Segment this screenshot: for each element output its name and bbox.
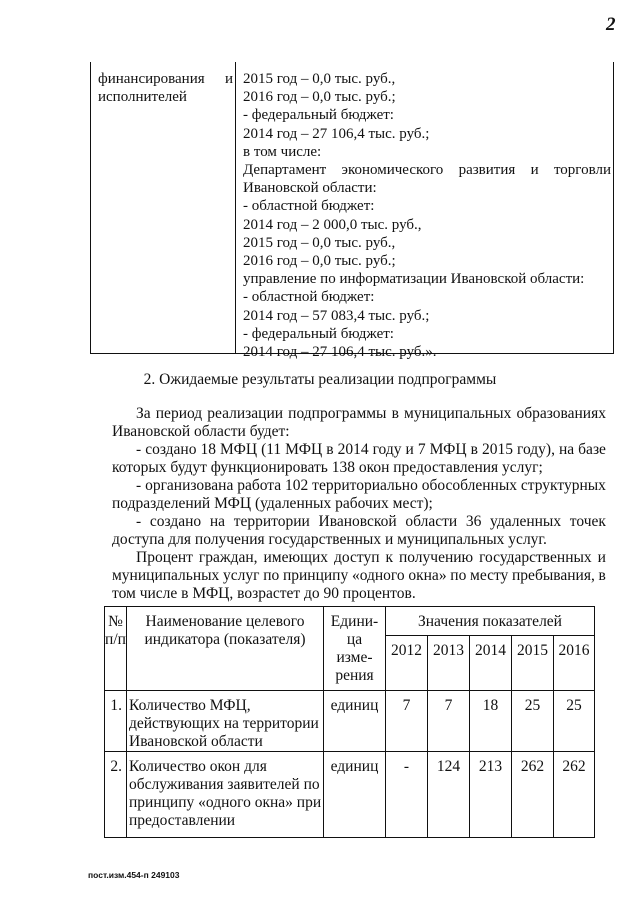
text-line (112, 477, 606, 495)
word: реализации (207, 405, 284, 422)
table-row (105, 691, 595, 752)
word: году (372, 441, 402, 458)
indicator-table (104, 606, 595, 838)
word: доступ (333, 549, 380, 566)
word: 18 (200, 441, 216, 458)
funding-line: 2014 год – 57 083,4 тыс. руб.; (243, 307, 430, 324)
word: МФЦ (285, 441, 323, 458)
word: удаленных (490, 513, 562, 530)
word: - (136, 441, 142, 458)
word: территориально (312, 477, 418, 494)
word: пребывания, (512, 567, 595, 584)
word: МФЦ (220, 441, 258, 458)
row-value: 124 (428, 752, 470, 838)
word: развития (458, 162, 516, 179)
word: период (155, 405, 203, 422)
word: 36 (465, 513, 482, 530)
word: имеющих (263, 549, 329, 566)
footer-code: пост.изм.454-п 249103 (88, 870, 180, 880)
word: на (558, 441, 575, 458)
word: и (597, 549, 606, 566)
row-unit: единиц (324, 691, 386, 752)
funding-line: - федеральный бюджет: (243, 325, 394, 342)
funding-line: Ивановской области: (243, 180, 377, 197)
word: организована (145, 477, 234, 494)
word: - (136, 477, 142, 494)
word: базе (578, 441, 606, 458)
word: муниципальных (404, 405, 512, 422)
label-word: и (224, 71, 233, 87)
label-line: исполнителей (98, 89, 187, 105)
row-number: 2. (105, 752, 127, 838)
word: За (136, 405, 151, 422)
word: - (136, 513, 142, 530)
row-value: 7 (386, 691, 428, 752)
funding-line: - областной бюджет: (243, 198, 375, 215)
header-year: 2013 (428, 636, 470, 691)
row-value: 262 (554, 752, 595, 838)
row-value: 25 (512, 691, 554, 752)
word: МФЦ (429, 441, 467, 458)
text-line: которых будут функционировать 138 окон предоставления услуг; (112, 459, 543, 476)
word: торговли (553, 162, 611, 179)
section-heading: 2. Ожидаемые результаты реализации подпрограммы (143, 371, 497, 388)
funding-line: - областной бюджет: (243, 289, 375, 306)
word: в (326, 441, 334, 458)
word: «одного (351, 567, 405, 584)
paragraph-structures (112, 477, 606, 513)
row-value: 213 (470, 752, 512, 838)
word: 2014 (337, 441, 369, 458)
word: на (209, 513, 226, 530)
text-line (112, 513, 606, 531)
row-name: Количество МФЦ, действующих на территории Ивановской области (127, 691, 324, 752)
word: 7 (417, 441, 426, 458)
word: работа (237, 477, 282, 494)
page-number: 2 (606, 14, 616, 35)
word: по (263, 567, 280, 584)
word: в (391, 405, 399, 422)
label-word: финансирования (98, 71, 205, 87)
word: месту (470, 567, 509, 584)
header-num: № п/п (105, 607, 127, 691)
row-value: 25 (554, 691, 595, 752)
word: принципу (282, 567, 349, 584)
paragraph-percent (112, 549, 606, 603)
funding-line: 2016 год – 0,0 тыс. руб.; (243, 89, 396, 106)
funding-table (90, 62, 614, 361)
text-line: подразделений МФЦ (удаленных рабочих мест); (112, 495, 433, 512)
word: образованиях (516, 405, 606, 422)
header-year: 2014 (470, 636, 512, 691)
header-unit: Едини- ца изме- рения (324, 607, 386, 691)
word: создано (145, 441, 197, 458)
text-line (112, 405, 606, 423)
word: году), (517, 441, 555, 458)
word: подпрограммы (288, 405, 387, 422)
text-line: Ивановской области будет: (112, 423, 290, 440)
table-row (105, 752, 595, 838)
paragraph-access-points (112, 513, 606, 549)
word: структурных (520, 477, 606, 494)
word: услуг (223, 567, 260, 584)
word: в (598, 567, 606, 584)
row-name: Количество окон для обслуживания заявителей по принципу «одного окна» при предоставлении (127, 752, 324, 838)
funding-label-cell (98, 70, 233, 106)
word: получению (398, 549, 474, 566)
word: Департамент (243, 162, 327, 179)
word: (11 (261, 441, 282, 458)
text-line (112, 567, 606, 585)
funding-line-justified (243, 161, 611, 179)
header-year: 2016 (554, 636, 595, 691)
funding-line: - федеральный бюджет: (243, 107, 394, 124)
text-line (112, 441, 606, 459)
row-value: 262 (512, 752, 554, 838)
word: создано (149, 513, 202, 530)
word: экономического (341, 162, 444, 179)
word: территории (233, 513, 310, 530)
funding-line: управление по информатизации Ивановской области: (243, 271, 585, 288)
funding-line: 2015 год – 0,0 тыс. руб., (243, 71, 396, 87)
word: в (470, 441, 478, 458)
word: по (450, 567, 467, 584)
word: граждан, (198, 549, 258, 566)
word: области (405, 513, 458, 530)
word: и (530, 162, 539, 179)
funding-line: 2015 год – 0,0 тыс. руб., (243, 234, 396, 251)
funding-values-cell (243, 70, 611, 361)
word: обособленных (421, 477, 518, 494)
row-number: 1. (105, 691, 127, 752)
word: окна» (408, 567, 447, 584)
paragraph-intro (112, 405, 606, 441)
header-values: Значения показателей (386, 607, 595, 636)
word: к (385, 549, 393, 566)
funding-line: 2016 год – 0,0 тыс. руб.; (243, 253, 396, 270)
paragraph-mfc (112, 441, 606, 477)
word: государственных (479, 549, 592, 566)
word: муниципальных (112, 567, 220, 584)
row-value: 7 (428, 691, 470, 752)
text-line (112, 549, 606, 567)
word: и (405, 441, 414, 458)
word: 102 (285, 477, 309, 494)
header-name: Наименование целевого индикатора (показателя) (127, 607, 324, 691)
row-value: - (386, 752, 428, 838)
table-divider (235, 62, 236, 353)
word: Процент (136, 549, 193, 566)
funding-line: 2014 год – 2 000,0 тыс. руб., (243, 216, 422, 233)
word: точек (569, 513, 606, 530)
funding-line: 2014 год – 27 106,4 тыс. руб.; (243, 125, 430, 142)
word: Ивановской (318, 513, 397, 530)
text-line: том числе в МФЦ, возрастет до 90 процентов. (112, 585, 416, 602)
header-year: 2015 (512, 636, 554, 691)
text-line: доступа для получения государственных и муниципальных услуг. (112, 531, 547, 548)
row-value: 18 (470, 691, 512, 752)
funding-line: 2014 год – 27 106,4 тыс. руб.». (243, 344, 437, 361)
word: 2015 (481, 441, 513, 458)
row-unit: единиц (324, 752, 386, 838)
header-year: 2012 (386, 636, 428, 691)
funding-line: в том числе: (243, 143, 322, 160)
